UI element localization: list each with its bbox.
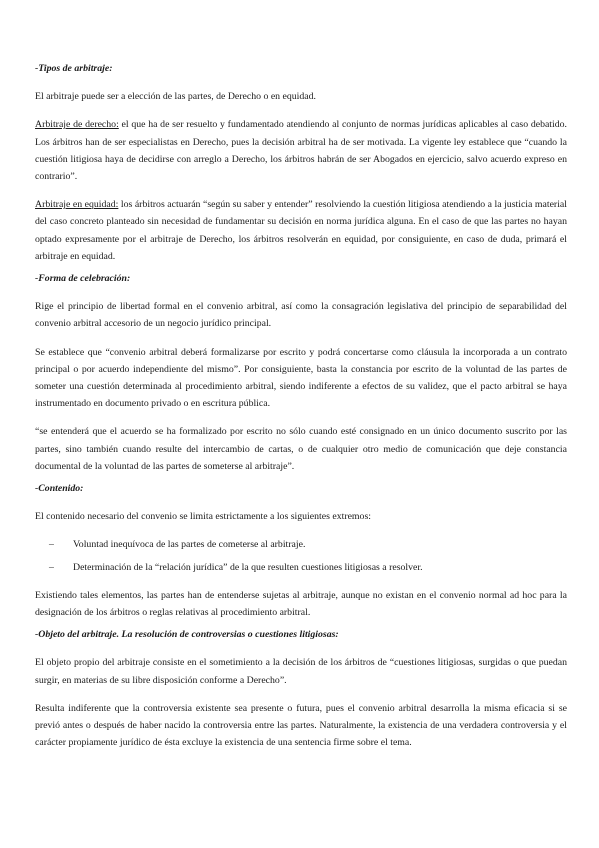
paragraph-forma-3: “se entenderá que el acuerdo se ha formalizado por escrito no sólo cuando esté consignado en un único documento suscrito por las partes, sino también cuando resulte del intercambio de cartas, o de cualquier otro medio de comunicación que deje constancia documental de la voluntad de las partes de someterse al arbitraje”. (35, 426, 567, 472)
text-arbitraje-de-derecho: el que ha de ser resuelto y fundamentado atendiendo al conjunto de normas jurídicas aplicables al caso debatido. Los árbitros han de ser especialistas en Derecho, pues la decisión arbitral ha de ser motivada. La vigente ley establece que “cuando la cuestión litigiosa haya de decidirse con arreglo a Derecho, los árbitros habrán de ser Abogados en ejercicio, salvo acuerdo expreso en contrario”. (35, 119, 568, 183)
paragraph-contenido-2: Existiendo tales elementos, las partes han de entenderse sujetas al arbitraje, aunque no existan en el convenio normal ad hoc para la designación de los árbitros o reglas relativas al procedimiento arbitral. (35, 589, 567, 619)
heading-objeto-del-arbitraje: -Objeto del arbitraje. La resolución de controversias o cuestiones litigiosas: (35, 629, 339, 641)
list-item-text: Determinación de la “relación jurídica” de la que resulten cuestiones litigiosas a resolver. (73, 561, 423, 573)
paragraph-objeto-2: Resulta indiferente que la controversia existente sea presente o futura, pues el convenio arbitral desarrolla la misma eficacia si se previó antes o después de haber nacido la controversia entre las partes. Naturalmente, la existencia de una verdadera controversia y el carácter propiamente jurídico de ésta excluye la existencia de una sentencia firme sobre el tema. (35, 702, 567, 749)
paragraph-tipos-intro: El arbitraje puede ser a elección de las partes, de Derecho o en equidad. (35, 91, 316, 103)
contenido-list (35, 536, 567, 575)
paragraph-forma-1: Rige el principio de libertad formal en el convenio arbitral, así como la consagración legislativa del principio de separabilidad del convenio arbitral accesorio de un negocio jurídico principal. (35, 301, 567, 330)
document-page (35, 60, 567, 752)
paragraph-arbitraje-de-derecho (35, 116, 567, 185)
heading-contenido: -Contenido: (35, 483, 84, 495)
heading-forma-de-celebracion: -Forma de celebración: (35, 273, 131, 285)
list-item (35, 559, 567, 576)
list-item-text: Voluntad inequívoca de las partes de cometerse al arbitraje. (73, 539, 306, 551)
heading-tipos-de-arbitraje: -Tipos de arbitraje: (35, 63, 113, 74)
dash-bullet-icon: – (49, 561, 54, 573)
paragraph-contenido-intro: El contenido necesario del convenio se limita estrictamente a los siguientes extremos: (35, 511, 371, 523)
paragraph-arbitraje-en-equidad (35, 196, 567, 265)
list-item (35, 536, 567, 553)
term-arbitraje-de-derecho: Arbitraje de derecho: (35, 119, 119, 131)
text-arbitraje-en-equidad: los árbitros actuarán “según su saber y entender” resolviendo la cuestión litigiosa atendiendo a la justicia material del caso concreto planteado sin necesidad de fundamentar su decisión en norma jurídica alguna. En el caso de que las partes no hayan optado expresamente por el arbitraje de Derecho, los árbitros resolverán en equidad, por consiguiente, en caso de duda, primará el arbitraje en equidad. (35, 199, 567, 262)
term-arbitraje-en-equidad: Arbitraje en equidad: (35, 199, 119, 211)
paragraph-forma-2: Se establece que “convenio arbitral deberá formalizarse por escrito y podrá concertarse como cláusula la incorporada a un contrato principal o por acuerdo independiente del mismo”. Por consiguiente, basta la constancia por escrito de la voluntad de las partes de someter una cuestión determinada al procedimiento arbitral, siendo indiferente a efectos de su validez, que el pacto arbitral se haya instrumentado en documento privado o en escritura pública. (35, 346, 567, 410)
paragraph-objeto-1: El objeto propio del arbitraje consiste en el sometimiento a la decisión de los árbitros de “cuestiones litigiosas, surgidas o que puedan surgir, en materias de su libre disposición conforme a Derecho”. (35, 657, 567, 686)
dash-bullet-icon: – (49, 539, 54, 551)
